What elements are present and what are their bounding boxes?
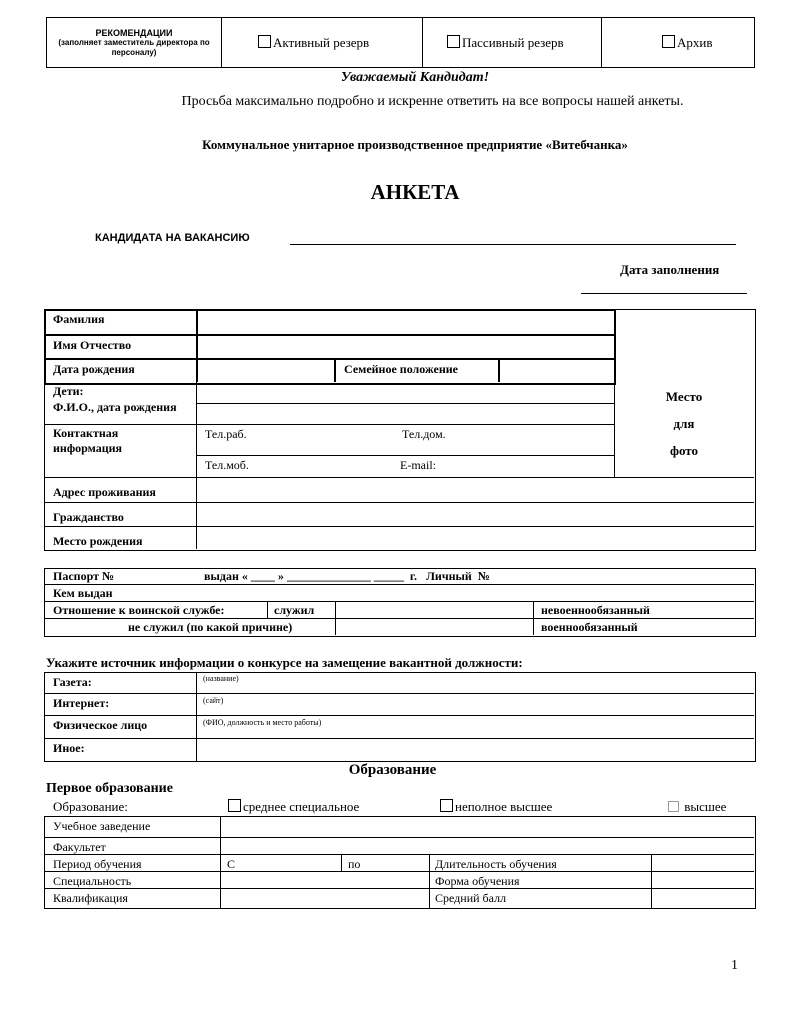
institution-input[interactable] xyxy=(222,818,752,836)
period-to[interactable]: по xyxy=(348,857,361,871)
fill-date-label: Дата заполнения xyxy=(620,262,720,277)
recommendations-title: РЕКОМЕНДАЦИИ xyxy=(95,27,173,38)
fill-date-input[interactable] xyxy=(581,293,747,294)
name-patronymic-input[interactable] xyxy=(199,337,609,357)
specialty-label: Специальность xyxy=(53,874,132,888)
surname-label: Фамилия xyxy=(53,312,105,326)
intro-request: Просьба максимально подробно и искренне ответить на все вопросы нашей анкеты. xyxy=(181,94,684,109)
institution-label: Учебное заведение xyxy=(53,819,151,833)
source-newspaper-input[interactable]: (название) xyxy=(203,674,239,683)
page-number: 1 xyxy=(731,958,738,973)
issued-by-label: Кем выдан xyxy=(53,586,113,600)
citizenship-label: Гражданство xyxy=(53,510,124,524)
recommendations-subtitle: (заполняет заместитель директора по персоналу) xyxy=(58,37,210,57)
vacancy-label: КАНДИДАТА НА ВАКАНСИЮ xyxy=(95,232,250,244)
checkbox-icon[interactable] xyxy=(447,35,460,48)
marital-status-label: Семейное положение xyxy=(344,362,459,376)
birth-date-label: Дата рождения xyxy=(53,362,135,376)
recommendations-table xyxy=(46,17,755,68)
marital-status-input[interactable] xyxy=(502,361,610,381)
tel-mob-label[interactable]: Тел.моб. xyxy=(205,458,249,472)
option-archive[interactable]: Архив xyxy=(602,18,755,68)
period-label: Период обучения xyxy=(53,857,142,871)
surname-input[interactable] xyxy=(199,311,609,333)
label-divider-top xyxy=(196,309,198,382)
checkbox-icon[interactable] xyxy=(668,801,679,812)
passport-row[interactable]: Паспорт № выдан « ____ » ______________ _____ г. Личный № xyxy=(53,569,490,583)
source-internet-input[interactable]: (сайт) xyxy=(203,696,224,705)
birth-place-input[interactable] xyxy=(199,528,752,548)
citizenship-input[interactable] xyxy=(199,504,752,525)
education-heading: Образование xyxy=(348,762,437,778)
contact-label: Контактная информация xyxy=(53,426,123,455)
qualification-label: Квалификация xyxy=(53,891,128,905)
email-label[interactable]: E-mail: xyxy=(400,458,436,472)
level-secondary-special[interactable]: среднее специальное xyxy=(228,799,359,815)
source-person-label: Физическое лицо xyxy=(53,718,148,732)
source-newspaper-label: Газета: xyxy=(53,675,92,689)
source-person-input[interactable]: (ФИО, должность и место работы) xyxy=(203,718,322,727)
checkbox-icon[interactable] xyxy=(440,799,453,812)
option-not-served[interactable]: не служил (по какой причине) xyxy=(128,620,293,634)
children-sublabel: Ф.И.О., дата рождения xyxy=(53,400,177,414)
study-form-label: Форма обучения xyxy=(435,874,520,888)
name-patronymic-label: Имя Отчество xyxy=(53,338,132,352)
photo-placeholder: Место для фото xyxy=(665,389,703,458)
option-not-liable[interactable]: невоеннообязанный xyxy=(541,603,650,617)
tel-work-label[interactable]: Тел.раб. xyxy=(205,427,247,441)
children-input[interactable] xyxy=(199,384,611,424)
education-level-label: Образование: xyxy=(53,799,128,814)
option-served[interactable]: служил xyxy=(274,603,315,617)
faculty-input[interactable] xyxy=(222,839,752,853)
address-label: Адрес проживания xyxy=(53,485,156,499)
vacancy-input[interactable] xyxy=(290,244,736,245)
avg-score-label: Средний балл xyxy=(435,891,507,905)
faculty-label: Факультет xyxy=(53,840,106,854)
company-name: Коммунальное унитарное производственное предприятие «Витебчанка» xyxy=(202,137,628,152)
duration-label: Длительность обучения xyxy=(435,857,557,871)
military-label: Отношение к воинской службе: xyxy=(53,603,225,617)
tel-home-label[interactable]: Тел.дом. xyxy=(402,427,446,441)
period-from[interactable]: С xyxy=(227,857,236,871)
children-label: Дети: xyxy=(53,384,84,398)
checkbox-icon[interactable] xyxy=(228,799,241,812)
level-higher[interactable]: высшее xyxy=(668,799,726,815)
first-education-heading: Первое образование xyxy=(46,781,173,796)
source-other-input[interactable] xyxy=(199,740,752,759)
label-divider-bottom xyxy=(196,382,197,549)
source-other-label: Иное: xyxy=(53,741,85,755)
source-internet-label: Интернет: xyxy=(53,696,110,710)
address-input[interactable] xyxy=(199,479,752,501)
greeting: Уважаемый Кандидат! xyxy=(340,70,490,85)
checkbox-icon[interactable] xyxy=(258,35,271,48)
birth-place-label: Место рождения xyxy=(53,534,143,548)
option-active-reserve[interactable]: Активный резерв xyxy=(222,18,423,68)
option-passive-reserve[interactable]: Пассивный резерв xyxy=(423,18,602,68)
level-incomplete-higher[interactable]: неполное высшее xyxy=(440,799,552,815)
recommendations-header xyxy=(47,18,222,68)
checkbox-icon[interactable] xyxy=(662,35,675,48)
birth-date-input[interactable] xyxy=(199,361,332,381)
page-title: АНКЕТА xyxy=(370,180,460,204)
option-liable[interactable]: военнообязанный xyxy=(541,620,638,634)
source-heading: Укажите источник информации о конкурсе на замещение вакантной должности: xyxy=(46,655,523,670)
